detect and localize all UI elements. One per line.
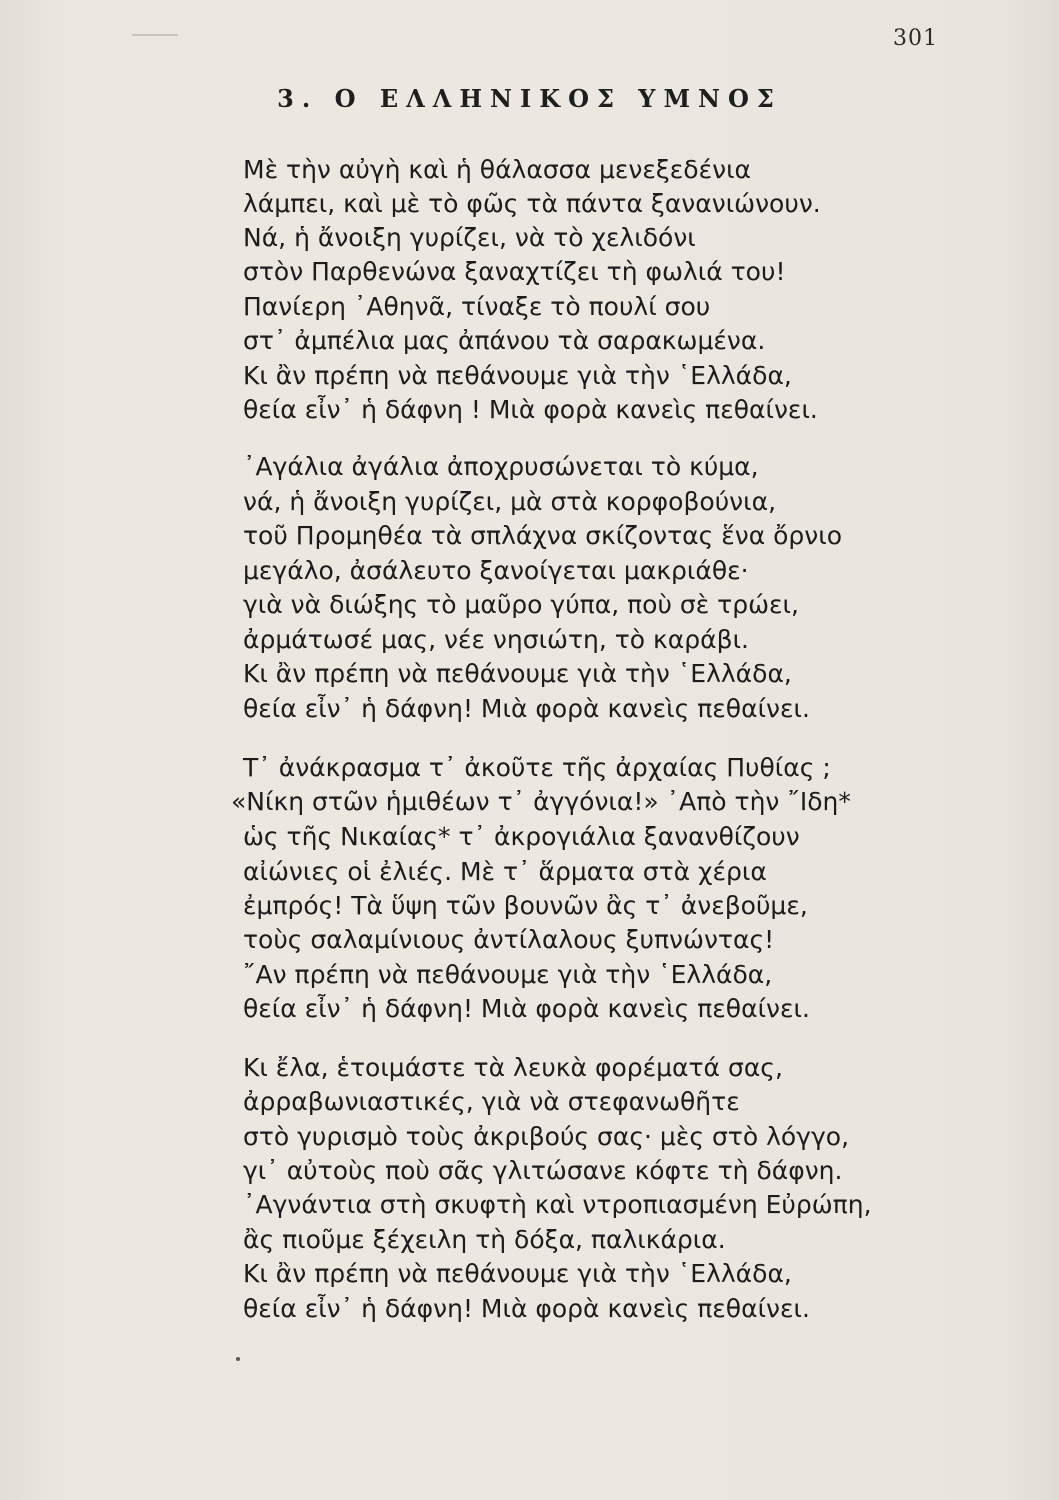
stray-dot <box>236 1357 240 1361</box>
poem-line: αἰώνιες οἱ ἐλιές. Μὲ τ᾿ ἅρματα στὰ χέρια <box>243 857 767 886</box>
poem-line: νά, ἡ ἄνοιξη γυρίζει, μὰ στὰ κορφοβούνια, <box>243 487 777 516</box>
poem-line: Τ᾿ ἀνάκρασμα τ᾿ ἀκοῦτε τῆς ἀρχαίας Πυθίας ; <box>243 753 831 782</box>
poem-line: ἐμπρός! Τὰ ὕψη τῶν βουνῶν ἂς τ᾿ ἀνεβοῦμε, <box>243 891 808 920</box>
poem-line: Κι ἂν πρέπη νὰ πεθάνουμε γιὰ τὴν ῾Ελλάδα, <box>243 361 792 390</box>
poem-line: θεία εἶν᾿ ἡ δάφνη! Μιὰ φορὰ κανεὶς πεθαίνει. <box>243 994 810 1023</box>
page-number: 301 <box>893 26 938 51</box>
poem-line: γιὰ νὰ διώξης τὸ μαῦρο γύπα, ποὺ σὲ τρώει, <box>243 590 799 619</box>
poem-line: Κι ἔλα, ἑτοιμάστε τὰ λευκὰ φορέματά σας, <box>243 1053 783 1082</box>
poem-line: Πανίερη ᾿Αθηνᾶ, τίναξε τὸ πουλί σου <box>243 292 711 321</box>
poem-line: Κι ἂν πρέπη νὰ πεθάνουμε γιὰ τὴν ῾Ελλάδα, <box>243 1259 792 1288</box>
poem-line: μεγάλο, ἀσάλευτο ξανοίγεται μακριάθε· <box>243 556 749 585</box>
poem-line: θεία εἶν᾿ ἡ δάφνη ! Μιὰ φορὰ κανεὶς πεθαίνει. <box>243 395 818 424</box>
poem-line: ῎Αν πρέπη νὰ πεθάνουμε γιὰ τὴν ῾Ελλάδα, <box>243 960 773 989</box>
poem-line: «Νίκη στῶν ἡμιθέων τ᾿ ἀγγόνια!» ᾿Απὸ τὴν ῎Ιδη* <box>231 787 851 816</box>
poem-line: στ᾿ ἀμπέλια μας ἀπάνου τὰ σαρακωμένα. <box>243 326 766 355</box>
poem-line: στὸν Παρθενώνα ξαναχτίζει τὴ φωλιά του! <box>243 257 786 286</box>
poem-line: ὡς τῆς Νικαίας* τ᾿ ἀκρογιάλια ξανανθίζουν <box>243 822 800 851</box>
poem-line: λάμπει, καὶ μὲ τὸ φῶς τὰ πάντα ξανανιώνουν. <box>243 189 821 218</box>
poem-line: ἀρμάτωσέ μας, νέε νησιώτη, τὸ καράβι. <box>243 625 749 654</box>
poem-line: Νά, ἡ ἄνοιξη γυρίζει, νὰ τὸ χελιδόνι <box>243 223 696 252</box>
poem-line: ἀρραβωνιαστικές, γιὰ νὰ στεφανωθῆτε <box>243 1087 740 1116</box>
poem-line: γι᾿ αὐτοὺς ποὺ σᾶς γλιτώσανε κόφτε τὴ δάφνη. <box>243 1156 843 1185</box>
poem-line: θεία εἶν᾿ ἡ δάφνη! Μιὰ φορὰ κανεὶς πεθαίνει. <box>243 1294 810 1323</box>
poem-title: 3. Ο ΕΛΛΗΝΙΚΟΣ ΥΜΝΟΣ <box>277 84 782 113</box>
poem-line: τοὺς σαλαμίνιους ἀντίλαλους ξυπνώντας! <box>243 925 775 954</box>
poem-line: ἂς πιοῦμε ξέχειλη τὴ δόξα, παλικάρια. <box>243 1225 726 1254</box>
poem-line: θεία εἶν᾿ ἡ δάφνη! Μιὰ φορὰ κανεὶς πεθαίνει. <box>243 694 810 723</box>
poem-line: στὸ γυρισμὸ τοὺς ἀκριβούς σας· μὲς στὸ λόγγο, <box>243 1122 850 1151</box>
poem-line: ᾿Αγνάντια στὴ σκυφτὴ καὶ ντροπιασμένη Εὐρώπη, <box>243 1190 872 1219</box>
poem-line: τοῦ Προμηθέα τὰ σπλάχνα σκίζοντας ἕνα ὄρνιο <box>243 521 843 550</box>
poem-line: Κι ἂν πρέπη νὰ πεθάνουμε γιὰ τὴν ῾Ελλάδα, <box>243 659 792 688</box>
poem-line: Μὲ τὴν αὐγὴ καὶ ἡ θάλασσα μενεξεδένια <box>243 155 752 184</box>
poem-line: ᾿Αγάλια ἀγάλια ἀποχρυσώνεται τὸ κύμα, <box>243 452 759 481</box>
